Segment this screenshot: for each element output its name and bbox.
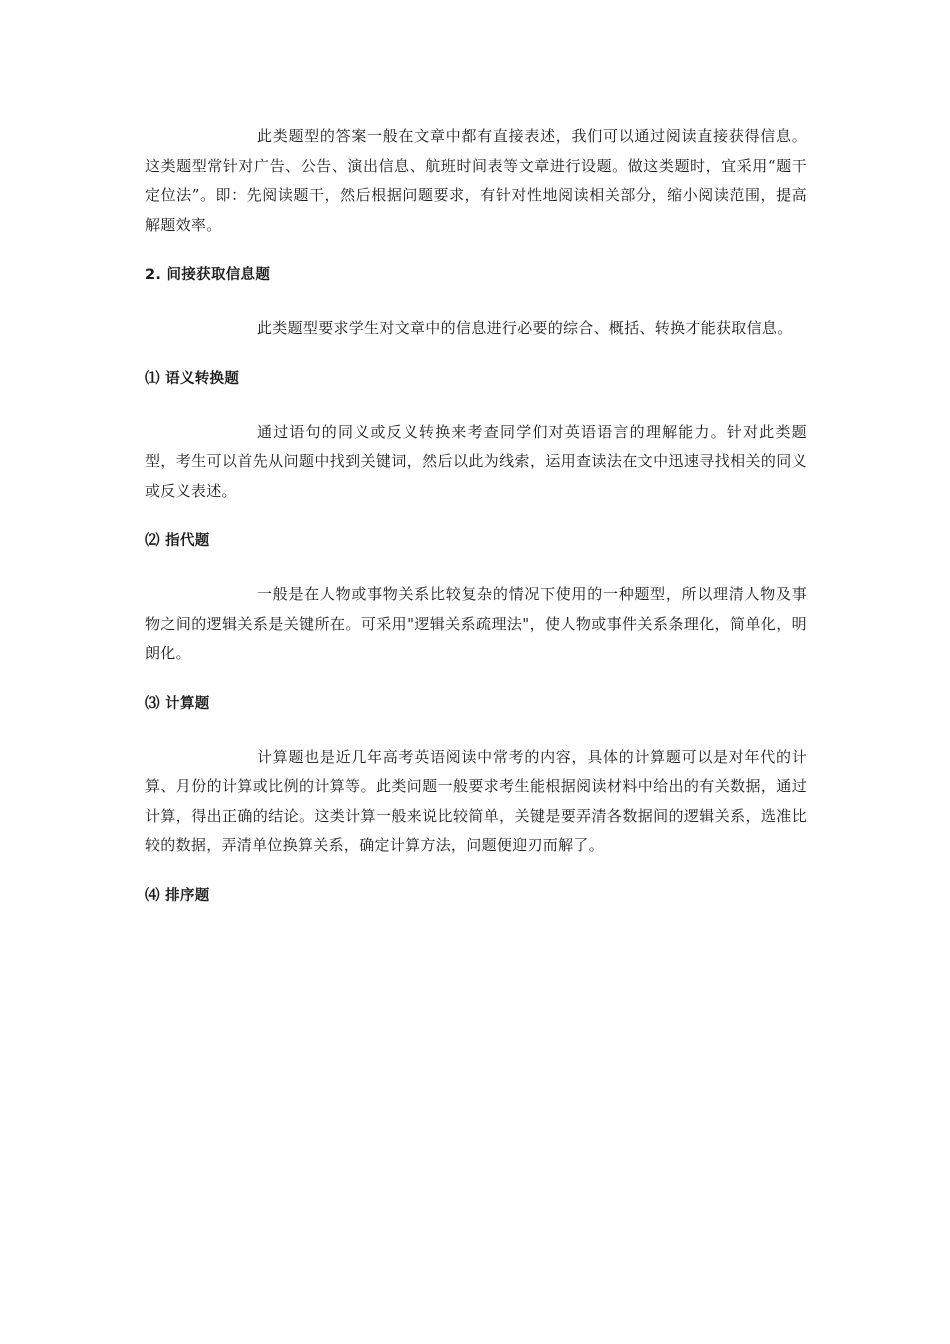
- paragraph-calculation: 计算题也是近几年高考英语阅读中常考的内容，具体的计算题可以是对年代的计算、月份的计算或比例的计算等。此类问题一般要求考生能根据阅读材料中给出的有关数据，通过计算，得出正确的结论。这类计算一般来说比较简单，关键是要弄清各数据间的逻辑关系，选准比较的数据，弄清单位换算关系，确定计算方法，问题便迎刃而解了。: [145, 747, 807, 854]
- paragraph-semantic-conversion: 通过语句的同义或反义转换来考查同学们对英语语言的理解能力。针对此类题型，考生可以首先从问题中找到关键词，然后以此为线索，运用查读法在文中迅速寻找相关的同义或反义表述。: [145, 422, 807, 500]
- heading-ordering: ⑷ 排序题: [145, 887, 210, 904]
- paragraph-direct-info: 此类题型的答案一般在文章中都有直接表述，我们可以通过阅读直接获得信息。这类题型常针对广告、公告、演出信息、航班时间表等文章进行设题。做这类题时，宜采用“题干定位法”。即：先阅读题干，然后根据问题要求，有针对性地阅读相关部分，缩小阅读范围，提高解题效率。: [145, 127, 807, 234]
- heading-indirect-info: 2. 间接获取信息题: [145, 267, 271, 283]
- paragraph-indirect-info: 此类题型要求学生对文章中的信息进行必要的综合、概括、转换才能获取信息。: [257, 319, 793, 337]
- heading-reference: ⑵ 指代题: [145, 533, 210, 549]
- heading-calculation: ⑶ 计算题: [145, 695, 210, 712]
- document-page: [145, 122, 807, 907]
- heading-semantic-conversion: ⑴ 语义转换题: [145, 370, 240, 387]
- paragraph-reference: 一般是在人物或事物关系比较复杂的情况下使用的一种题型，所以理清人物及事物之间的逻辑关系是关键所在。可采用"逻辑关系疏理法"，使人物或事件关系条理化，简单化，明朗化。: [145, 585, 807, 662]
